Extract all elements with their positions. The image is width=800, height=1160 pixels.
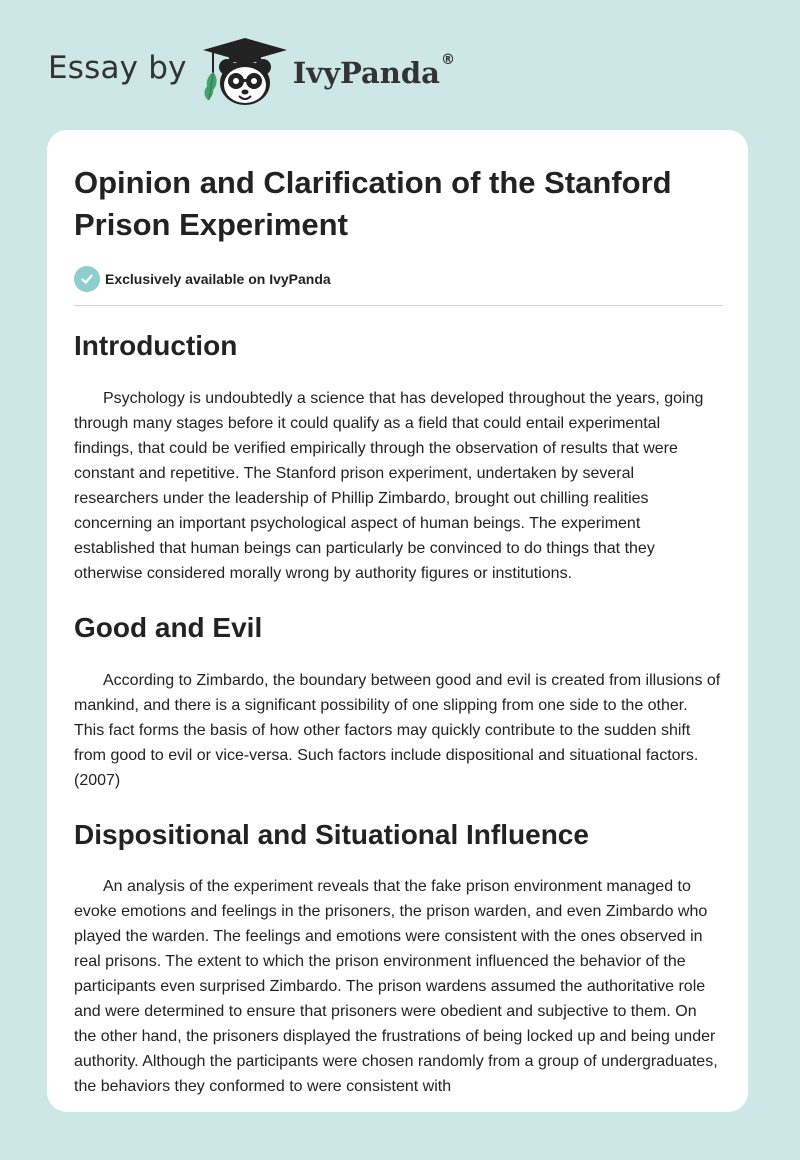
brand-name-text: IvyPanda <box>292 56 440 90</box>
section-body-good-and-evil: According to Zimbardo, the boundary between good and evil is created from illusions of mankind, and there is a significant possibility of one slipping from one side to the other. This fact forms the basis of how other factors may quickly contribute to the sudden shift from good to evil or vice-versa. Such factors include dispositional and situational factors. (2007) <box>74 672 721 789</box>
title-divider <box>74 305 723 306</box>
exclusive-badge <box>74 266 722 292</box>
exclusive-badge-text: Exclusively available on IvyPanda <box>105 271 331 287</box>
section-heading-good-and-evil: Good and Evil <box>74 612 263 643</box>
panda-graduate-icon <box>199 34 291 110</box>
registered-mark: ® <box>440 52 455 68</box>
brand-name <box>292 52 455 90</box>
essay-by-label: Essay by <box>48 50 187 86</box>
site-header <box>48 34 455 110</box>
article-card <box>47 130 748 1112</box>
section-body-introduction: Psychology is undoubtedly a science that has developed throughout the years, going through many stages before it could qualify as a field that could entail experimental findings, that could be verified empirically through the observation of results that were constant and repetitive. The Stanford prison experiment, undertaken by several researchers under the leadership of Phillip Zimbardo, brought out chilling realities concerning an important psychological aspect of human beings. The experiment established that human beings can particularly be convinced to do things that they otherwise considered morally wrong by authority figures or institutions. <box>74 390 704 582</box>
section-heading-introduction: Introduction <box>74 330 238 361</box>
section-heading-dispositional: Dispositional and Situational Influence <box>74 819 589 850</box>
section-body-dispositional: An analysis of the experiment reveals that the fake prison environment managed to evoke emotions and feelings in the prisoners, the prison warden, and even Zimbardo who played the warden. The feelings and emotions were consistent with the ones observed in real prisons. The extent to which the prison environment influenced the behavior of the participants even surprised Zimbardo. The prison wardens assumed the authoritative role and were determined to ensure that prisoners were obedient and subjective to them. On the other hand, the prisoners displayed the frustrations of being locked up and being under authority. Although the participants were chosen randomly from a group of undergraduates, the behaviors they conformed to were consistent with <box>74 878 718 1095</box>
article-title: Opinion and Clarification of the Stanford Prison Experiment <box>74 165 672 242</box>
check-circle-icon <box>74 266 100 292</box>
